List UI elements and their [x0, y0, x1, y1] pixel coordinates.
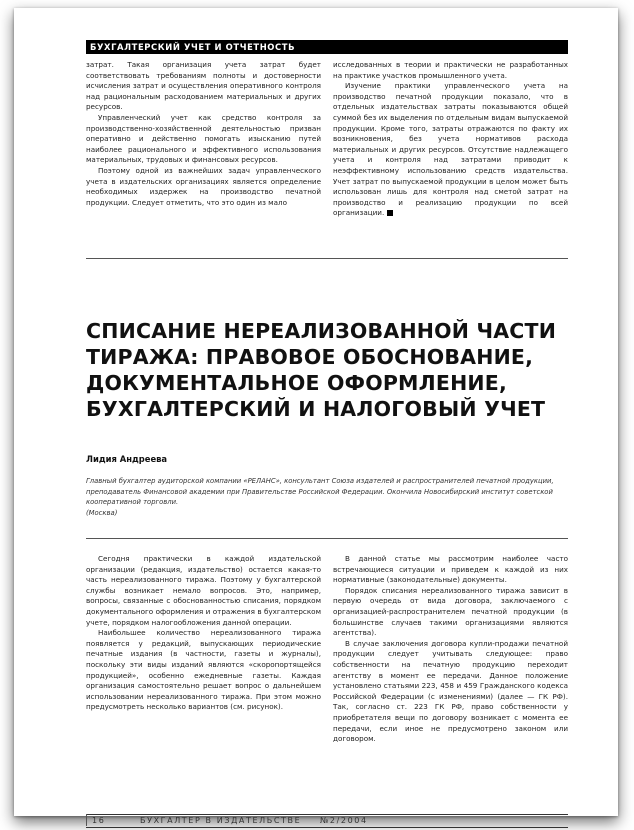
magazine-page: [14, 8, 618, 825]
article-body: [86, 554, 568, 745]
section-divider: [86, 258, 568, 259]
title-line: БУХГАЛТЕРСКИЙ И НАЛОГОВЫЙ УЧЕТ: [86, 397, 546, 421]
paragraph: В данной статье мы рассмотрим наиболее часто встречающиеся ситуации и приведем к каждой из них нормативные (законодательные) документы.: [333, 554, 568, 585]
body-left-column: [86, 554, 321, 745]
section-header: БУХГАЛТЕРСКИЙ УЧЕТ И ОТЧЕТНОСТЬ: [86, 40, 568, 54]
title-line: ТИРАЖА: ПРАВОВОЕ ОБОСНОВАНИЕ,: [86, 345, 534, 369]
top-right-column: [333, 60, 568, 238]
bio-city: (Москва): [86, 508, 118, 517]
paragraph: В случае заключения договора купли-продажи печатной продукции следует учитывать следующее: право собственности на печатную продукцию переходит агентству в момент ее передачи. Данное положение установлено статьями 223, 458 и 459 Гражданского кодекса Российской Федерации (с изменениями) (далее — ГК РФ). Так, согласно ст. 223 ГК РФ, право собственности у приобретателя вещи по договору возникает с момента ее передачи, если иное не предусмотрено законом или договором.: [333, 638, 568, 744]
paragraph: Управленческий учет как средство контроля за производственно-хозяйственной деятельностью призван оперативно и действенно помогать изысканию путей наиболее рационального и эффективного использования материальных, трудовых и финансовых ресурсов.: [86, 112, 321, 165]
paragraph: затрат. Такая организация учета затрат будет соответствовать требованиям полноты и достоверности исчисления затрат и осуществления оперативного контроля над рациональным расходованием материальных и других ресурсов.: [86, 60, 321, 112]
magazine-name: БУХГАЛТЕР В ИЗДАТЕЛЬСТВЕ: [140, 816, 302, 825]
paragraph: Наибольшее количество нереализованного тиража появляется у редакций, выпускающих периодические печатные издания (в частности, газеты и журналы), поскольку эти виды изданий являются «скоропортящейся продукцией», особенно ежедневные газеты. Каждая организация самостоятельно решает вопрос о дальнейшем использовании нереализованного тиража. При этом можно предусмотреть несколько вариантов (см. рисунок).: [86, 628, 321, 712]
paragraph: Сегодня практически в каждой издательской организации (редакция, издательство) остается какая-то часть нереализованного тиража. Поэтому у бухгалтерской службы возникает немало вопросов. Это, например, вопросы, связанные с обоснованностью списания, порядком документального оформления и отражения в бухгалтерском учете, порядком налогообложения данной операции.: [86, 554, 321, 627]
page-footer: [86, 814, 568, 828]
bio-text: Главный бухгалтер аудиторской компании «РЕЛАНС», консультант Союза издателей и распространителей печатной продукции, преподаватель Финансовой академии при Правительстве Российской Федерации. Окончила Новосибирский институт советской кооперативной торговли.: [86, 477, 554, 506]
paragraph: Поэтому одной из важнейших задач управленческого учета в издательских организациях является определение необходимых издержек на производство печатной продукции. Следует отметить, что это один из мало: [86, 165, 321, 207]
page-number: 16: [92, 816, 106, 825]
top-columns: [86, 60, 568, 238]
issue-number: №2/2004: [320, 816, 368, 825]
article-title: [86, 318, 568, 422]
footer-left-rule: [86, 814, 87, 826]
body-right-column: [333, 554, 568, 745]
author-name: Лидия Андреева: [86, 454, 168, 464]
body-columns: [86, 554, 568, 745]
paragraph: [333, 81, 568, 219]
paragraph-text: Изучение практики управленческого учета на производство печатной продукции показало, что в отдельных издательствах затраты показываются общей суммой без их выделения по отдельным видам выпускаемой продукции. Кроме того, затраты отражаются по факту их возникновения, без учета нормативов расхода материальных и других ресурсов. Отсутствие надлежащего учета и контроля над затратами приводит к неэффективному использованию средств издательства. Учет затрат по выпускаемой продукции в целом может быть использован лишь для контроля над сметой затрат на производство и реализацию продукции по всей организации.: [333, 81, 568, 218]
top-left-column: [86, 60, 321, 238]
title-line: СПИСАНИЕ НЕРЕАЛИЗОВАННОЙ ЧАСТИ: [86, 319, 557, 343]
end-of-article-mark: [387, 210, 393, 216]
page-content: [86, 40, 568, 825]
title-line: ДОКУМЕНТАЛЬНОЕ ОФОРМЛЕНИЕ,: [86, 371, 507, 395]
article-divider: [86, 538, 568, 539]
author-bio: [86, 476, 556, 518]
paragraph: исследованных в теории и практически не разработанных на практике участков промышленного учета.: [333, 60, 568, 80]
paragraph: Порядок списания нереализованного тиража зависит в первую очередь от вида договора, заключаемого с организацией-распространителем печатной продукции (в большинстве случаев такими организациями являются агентства).: [333, 585, 568, 638]
